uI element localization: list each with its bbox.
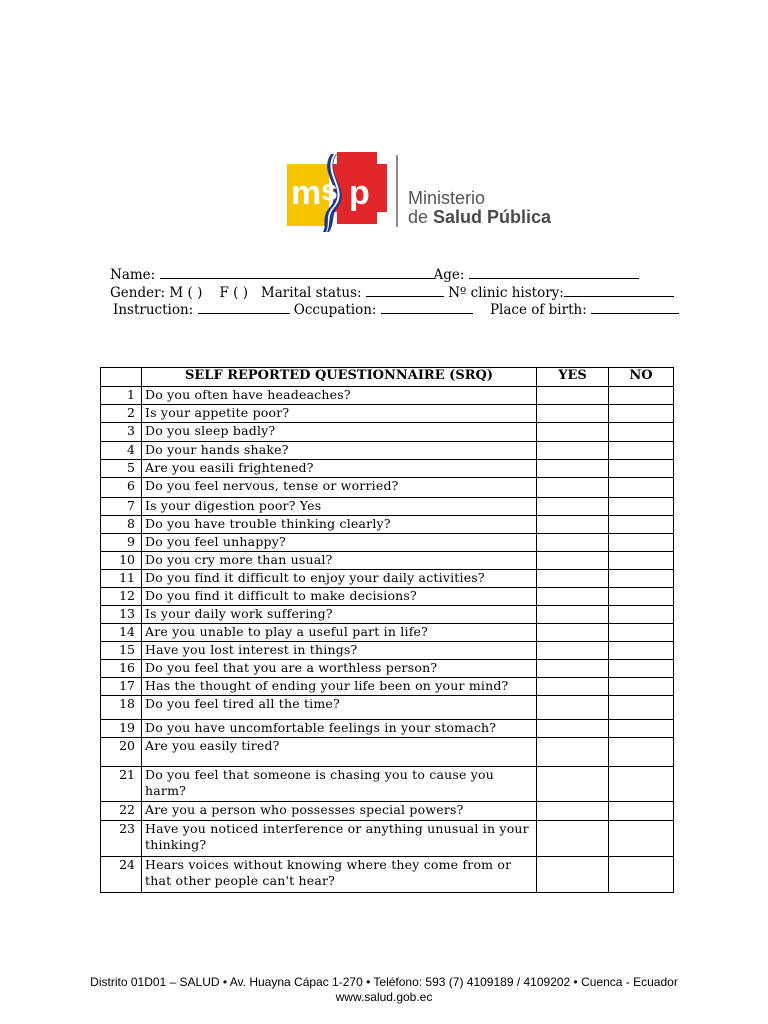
place-of-birth-field[interactable] bbox=[591, 301, 679, 314]
no-cell[interactable] bbox=[609, 570, 674, 588]
header-questionnaire: SELF REPORTED QUESTIONNAIRE (SRQ) bbox=[142, 368, 537, 387]
row-question: Have you lost interest in things? bbox=[142, 642, 537, 660]
yes-cell[interactable] bbox=[537, 534, 609, 552]
row-number: 13 bbox=[101, 606, 142, 624]
no-cell[interactable] bbox=[609, 423, 674, 442]
msp-emblem-icon bbox=[287, 152, 387, 232]
no-cell[interactable] bbox=[609, 696, 674, 720]
table-row bbox=[101, 405, 674, 423]
table-row bbox=[101, 767, 674, 802]
row-number: 17 bbox=[101, 678, 142, 696]
no-cell[interactable] bbox=[609, 387, 674, 405]
row-number: 2 bbox=[101, 405, 142, 423]
row-question: Are you easily tired? bbox=[142, 738, 537, 767]
row-question: Have you noticed interference or anything unusual in your thinking? bbox=[142, 821, 537, 857]
row-question: Do you find it difficult to enjoy your daily activities? bbox=[142, 570, 537, 588]
yes-cell[interactable] bbox=[537, 802, 609, 821]
table-row bbox=[101, 720, 674, 738]
table-row bbox=[101, 738, 674, 767]
table-row bbox=[101, 821, 674, 857]
form-row-name bbox=[110, 266, 639, 283]
yes-cell[interactable] bbox=[537, 423, 609, 442]
yes-cell[interactable] bbox=[537, 405, 609, 423]
yes-cell[interactable] bbox=[537, 606, 609, 624]
table-row bbox=[101, 660, 674, 678]
ministry-line-1: Ministerio bbox=[408, 188, 486, 208]
table-row bbox=[101, 552, 674, 570]
yes-cell[interactable] bbox=[537, 857, 609, 893]
row-question: Has the thought of ending your life been on your mind? bbox=[142, 678, 537, 696]
footer-website[interactable]: www.salud.gob.ec bbox=[335, 990, 433, 1004]
row-number: 9 bbox=[101, 534, 142, 552]
instruction-field[interactable] bbox=[198, 301, 290, 314]
row-number: 8 bbox=[101, 516, 142, 534]
table-row bbox=[101, 460, 674, 478]
no-cell[interactable] bbox=[609, 642, 674, 660]
table-row bbox=[101, 624, 674, 642]
table-row bbox=[101, 534, 674, 552]
row-question: Do you have uncomfortable feelings in your stomach? bbox=[142, 720, 537, 738]
row-question: Is your digestion poor? Yes bbox=[142, 498, 537, 516]
table-row bbox=[101, 606, 674, 624]
row-number: 4 bbox=[101, 442, 142, 460]
srq-table-body bbox=[101, 387, 674, 893]
row-number: 15 bbox=[101, 642, 142, 660]
row-number: 24 bbox=[101, 857, 142, 893]
no-cell[interactable] bbox=[609, 442, 674, 460]
yes-cell[interactable] bbox=[537, 478, 609, 498]
header-yes: YES bbox=[537, 368, 609, 387]
table-row bbox=[101, 498, 674, 516]
yes-cell[interactable] bbox=[537, 460, 609, 478]
yes-cell[interactable] bbox=[537, 767, 609, 802]
logo-divider bbox=[396, 155, 398, 227]
row-question: Do you feel nervous, tense or worried? bbox=[142, 478, 537, 498]
table-row bbox=[101, 423, 674, 442]
table-row bbox=[101, 857, 674, 893]
ministry-line-2-bold: Salud Pública bbox=[433, 207, 552, 227]
table-row bbox=[101, 570, 674, 588]
logo-letter-m: m bbox=[291, 174, 322, 212]
row-question: Do you feel tired all the time? bbox=[142, 696, 537, 720]
row-question: Are you easili frightened? bbox=[142, 460, 537, 478]
row-question: Do you cry more than usual? bbox=[142, 552, 537, 570]
no-cell[interactable] bbox=[609, 588, 674, 606]
row-question: Do you often have headeaches? bbox=[142, 387, 537, 405]
no-cell[interactable] bbox=[609, 624, 674, 642]
row-number: 21 bbox=[101, 767, 142, 802]
yes-cell[interactable] bbox=[537, 678, 609, 696]
yes-cell[interactable] bbox=[537, 660, 609, 678]
table-row bbox=[101, 478, 674, 498]
row-question: Do you feel that you are a worthless person? bbox=[142, 660, 537, 678]
yes-cell[interactable] bbox=[537, 442, 609, 460]
table-row bbox=[101, 678, 674, 696]
no-cell[interactable] bbox=[609, 405, 674, 423]
yes-cell[interactable] bbox=[537, 516, 609, 534]
row-number: 20 bbox=[101, 738, 142, 767]
no-cell[interactable] bbox=[609, 720, 674, 738]
row-question: Do you feel that someone is chasing you to cause you harm? bbox=[142, 767, 537, 802]
no-cell[interactable] bbox=[609, 802, 674, 821]
row-question: Do you feel unhappy? bbox=[142, 534, 537, 552]
no-cell[interactable] bbox=[609, 516, 674, 534]
row-question: Do you have trouble thinking clearly? bbox=[142, 516, 537, 534]
no-cell[interactable] bbox=[609, 552, 674, 570]
instruction-label: Instruction: bbox=[113, 302, 194, 318]
no-cell[interactable] bbox=[609, 678, 674, 696]
no-cell[interactable] bbox=[609, 606, 674, 624]
ministry-line-2 bbox=[408, 208, 551, 227]
yes-cell[interactable] bbox=[537, 588, 609, 606]
row-number: 22 bbox=[101, 802, 142, 821]
ministry-line-2-prefix: de bbox=[408, 207, 434, 227]
row-number: 5 bbox=[101, 460, 142, 478]
age-field[interactable] bbox=[469, 266, 639, 279]
row-question: Is your daily work suffering? bbox=[142, 606, 537, 624]
clinic-history-field[interactable] bbox=[564, 284, 674, 297]
no-cell[interactable] bbox=[609, 857, 674, 893]
yes-cell[interactable] bbox=[537, 738, 609, 767]
yes-cell[interactable] bbox=[537, 642, 609, 660]
footer-address: Distrito 01D01 – SALUD • Av. Huayna Cápac 1-270 • Teléfono: 593 (7) 4109189 / 4109202 • Cuenca - Ecuador bbox=[90, 975, 678, 989]
table-row bbox=[101, 516, 674, 534]
no-cell[interactable] bbox=[609, 821, 674, 857]
form-row-gender bbox=[110, 284, 674, 301]
occupation-field[interactable] bbox=[381, 301, 473, 314]
yes-cell[interactable] bbox=[537, 696, 609, 720]
row-number: 23 bbox=[101, 821, 142, 857]
row-question: Do you find it difficult to make decisions? bbox=[142, 588, 537, 606]
row-number: 12 bbox=[101, 588, 142, 606]
row-question: Are you unable to play a useful part in life? bbox=[142, 624, 537, 642]
yes-cell[interactable] bbox=[537, 552, 609, 570]
header-number bbox=[101, 368, 142, 387]
row-question: Are you a person who possesses special powers? bbox=[142, 802, 537, 821]
table-row bbox=[101, 387, 674, 405]
msp-logo bbox=[287, 152, 577, 232]
gender-female-label[interactable]: F ( ) bbox=[219, 285, 248, 301]
name-label: Name: bbox=[110, 267, 156, 283]
table-row bbox=[101, 588, 674, 606]
form-row-instruction bbox=[113, 301, 679, 318]
table-row bbox=[101, 442, 674, 460]
table-header-row bbox=[101, 368, 674, 387]
row-number: 1 bbox=[101, 387, 142, 405]
name-field[interactable] bbox=[160, 266, 434, 279]
row-number: 11 bbox=[101, 570, 142, 588]
no-cell[interactable] bbox=[609, 460, 674, 478]
row-number: 3 bbox=[101, 423, 142, 442]
yes-cell[interactable] bbox=[537, 720, 609, 738]
row-number: 6 bbox=[101, 478, 142, 498]
footer bbox=[0, 975, 768, 1005]
age-label: Age: bbox=[433, 267, 465, 283]
row-number: 7 bbox=[101, 498, 142, 516]
row-number: 14 bbox=[101, 624, 142, 642]
yes-cell[interactable] bbox=[537, 624, 609, 642]
header-no: NO bbox=[609, 368, 674, 387]
yes-cell[interactable] bbox=[537, 821, 609, 857]
row-question: Do you sleep badly? bbox=[142, 423, 537, 442]
table-row bbox=[101, 802, 674, 821]
yes-cell[interactable] bbox=[537, 570, 609, 588]
ministry-name bbox=[408, 189, 551, 227]
logo-letter-p: p bbox=[349, 174, 370, 212]
marital-status-label: Marital status: bbox=[260, 285, 362, 301]
srq-table bbox=[100, 367, 674, 893]
occupation-label: Occupation: bbox=[293, 302, 377, 318]
place-of-birth-label: Place of birth: bbox=[489, 302, 587, 318]
row-question: Do your hands shake? bbox=[142, 442, 537, 460]
yes-cell[interactable] bbox=[537, 498, 609, 516]
row-question: Hears voices without knowing where they come from or that other people can't hear? bbox=[142, 857, 537, 893]
no-cell[interactable] bbox=[609, 534, 674, 552]
table-row bbox=[101, 696, 674, 720]
row-number: 19 bbox=[101, 720, 142, 738]
logo-letter-s: s bbox=[321, 174, 338, 207]
row-question: Is your appetite poor? bbox=[142, 405, 537, 423]
clinic-history-label: Nº clinic history: bbox=[448, 285, 564, 301]
row-number: 16 bbox=[101, 660, 142, 678]
table-row bbox=[101, 642, 674, 660]
no-cell[interactable] bbox=[609, 767, 674, 802]
marital-status-field[interactable] bbox=[366, 284, 444, 297]
row-number: 18 bbox=[101, 696, 142, 720]
no-cell[interactable] bbox=[609, 478, 674, 498]
no-cell[interactable] bbox=[609, 738, 674, 767]
gender-male-label[interactable]: Gender: M ( ) bbox=[110, 285, 203, 301]
yes-cell[interactable] bbox=[537, 387, 609, 405]
no-cell[interactable] bbox=[609, 660, 674, 678]
no-cell[interactable] bbox=[609, 498, 674, 516]
row-number: 10 bbox=[101, 552, 142, 570]
